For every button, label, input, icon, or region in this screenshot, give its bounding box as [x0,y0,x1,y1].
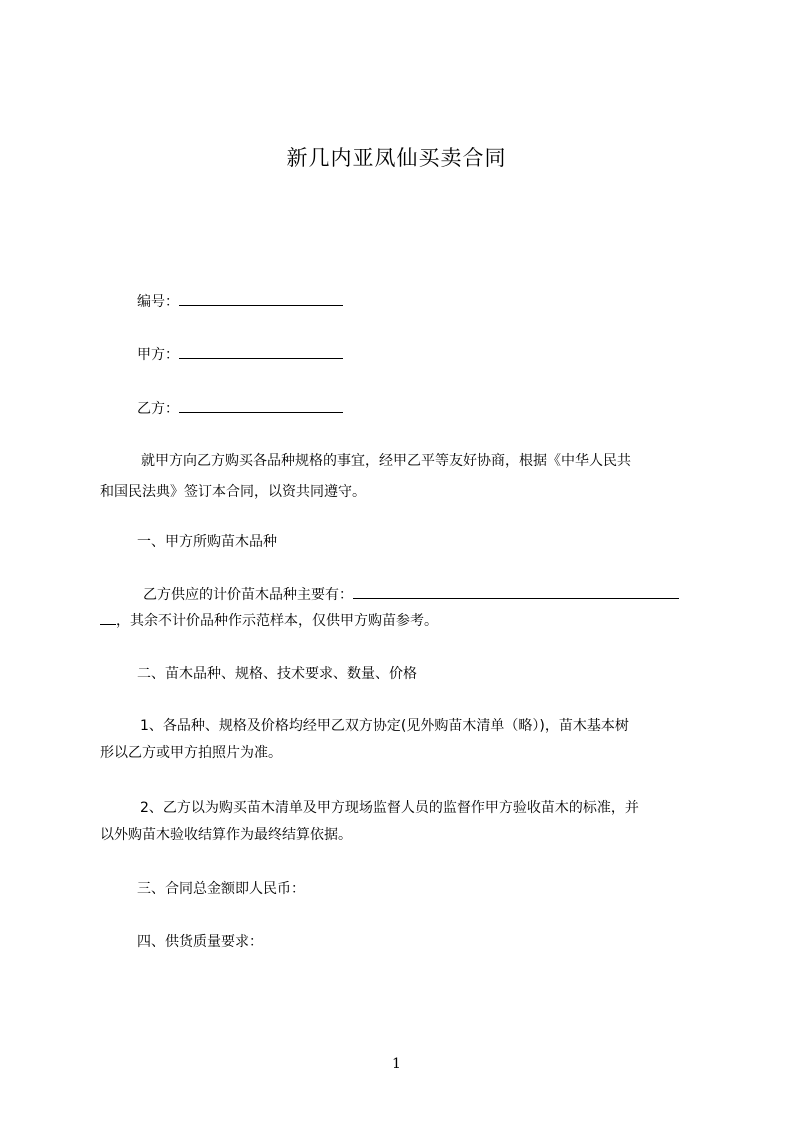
party-a-blank [179,344,343,359]
section-2-item-1-line-2: 形以乙方或甲方拍照片为准。 [100,745,282,761]
party-b-label: 乙方： [137,401,179,417]
page-number: 1 [392,1056,401,1072]
preamble-line-2: 和国民法典》签订本合同，以资共同遵守。 [100,484,366,500]
seedling-varieties-blank-cont [100,610,116,625]
party-b-blank [179,398,343,413]
section-3-heading: 三、合同总金额即人民币： [137,881,305,897]
section-2-item-2-line-2: 以外购苗木验收结算作为最终结算依据。 [100,827,352,843]
party-a-field [137,344,343,365]
contract-number-label: 编号： [137,294,179,310]
section-1-line-1 [143,584,679,605]
section-2-heading: 二、苗木品种、规格、技术要求、数量、价格 [137,666,417,682]
section-1-text: 乙方供应的计价苗木品种主要有： [143,587,353,603]
section-1-heading: 一、甲方所购苗木品种 [137,534,277,550]
document-title: 新几内亚凤仙买卖合同 [286,146,507,170]
section-2-item-2-line-1: 2、乙方以为购买苗木清单及甲方现场监督人员的监督作甲方验收苗木的标准，并 [140,800,639,816]
section-1-tail: ，其余不计价品种作示范样本，仅供甲方购苗参考。 [116,613,438,629]
seedling-varieties-blank [353,584,679,599]
party-b-field [137,398,343,419]
section-4-heading: 四、供货质量要求： [137,934,263,950]
preamble-line-1: 就甲方向乙方购买各品种规格的事宜，经甲乙平等友好协商，根据《中华人民共 [141,453,631,469]
contract-number-blank [179,291,343,306]
contract-number-field [137,291,343,312]
section-1-line-2 [100,610,438,631]
party-a-label: 甲方： [137,347,179,363]
section-2-item-1-line-1: 1、各品种、规格及价格均经甲乙双方协定(见外购苗木清单（略）)，苗木基本树 [140,718,629,734]
